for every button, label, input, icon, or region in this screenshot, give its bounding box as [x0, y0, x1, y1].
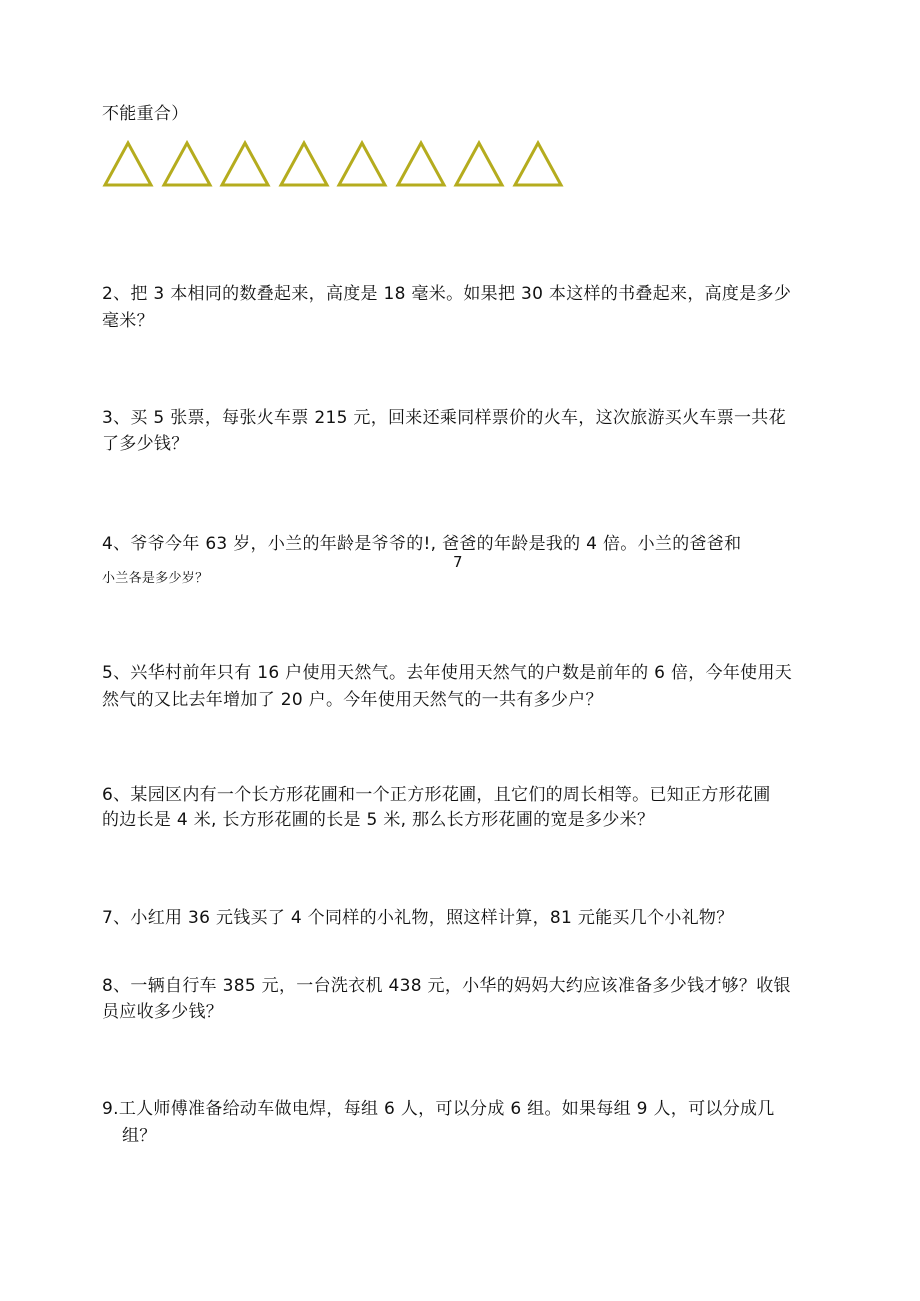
question-4-line-2: 小兰各是多少岁？	[102, 571, 209, 586]
question-9-line-2: 组？	[122, 1126, 157, 1146]
triangle-icon	[219, 140, 271, 188]
question-9-line-1: 9.工人师傅准备给动车做电焊，每组 6 人，可以分成 6 组。如果每组 9 人，可以分成几	[102, 1099, 775, 1119]
question-4-fraction-denominator: 7	[453, 553, 463, 571]
question-6-line-1: 6、某园区内有一个长方形花圃和一个正方形花圃，且它们的周长相等。已知正方形花圃	[102, 785, 771, 805]
triangle-icon	[453, 140, 505, 188]
triangle-icon	[102, 140, 154, 188]
triangle-icon	[395, 140, 447, 188]
question-3-line-2: 了多少钱？	[102, 434, 189, 454]
triangle-icon	[336, 140, 388, 188]
question-3-line-1: 3、买 5 张票，每张火车票 215 元，回来还乘同样票价的火车，这次旅游买火车票一共花	[102, 408, 786, 428]
triangle-icon	[161, 140, 213, 188]
question-8-line-2: 员应收多少钱？	[102, 1002, 224, 1022]
question-6-line-2: 的边长是 4 米, 长方形花圃的长是 5 米, 那么长方形花圃的宽是多少米？	[102, 810, 655, 830]
question-5-line-2: 然气的又比去年增加了 20 户。今年使用天然气的一共有多少户？	[102, 690, 603, 710]
question-8-line-1: 8、一辆自行车 385 元，一台洗衣机 438 元，小华的妈妈大约应该准备多少钱才够？收银	[102, 976, 791, 996]
question-2-line-1: 2、把 3 本相同的数叠起来，高度是 18 毫米。如果把 30 本这样的书叠起来，高度是多少	[102, 284, 792, 304]
question-7-line-1: 7、小红用 36 元钱买了 4 个同样的小礼物，照这样计算，81 元能买几个小礼物？	[102, 908, 734, 928]
triangle-icon	[278, 140, 330, 188]
question-5-line-1: 5、兴华村前年只有 16 户使用天然气。去年使用天然气的户数是前年的 6 倍，今年使用天	[102, 663, 793, 683]
question-4-line-1: 4、爷爷今年 63 岁，小兰的年龄是爷爷的!, 爸爸的年龄是我的 4 倍。小兰的爸爸和	[102, 534, 742, 554]
triangle-icon	[512, 140, 564, 188]
intro-tail-text: 不能重合）	[102, 104, 189, 124]
question-2-line-2: 毫米？	[102, 311, 154, 331]
